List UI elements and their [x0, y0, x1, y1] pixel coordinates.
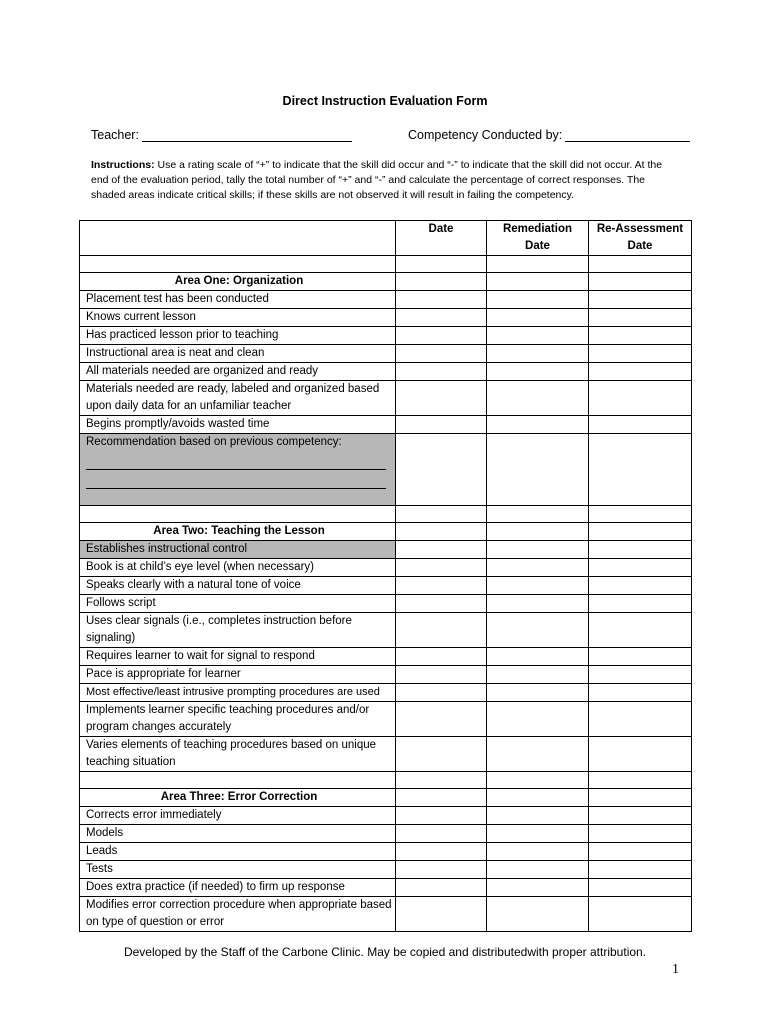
skill-label: Models [80, 825, 396, 843]
date-cell[interactable] [396, 345, 487, 363]
remediation-cell[interactable] [487, 291, 589, 309]
date-cell[interactable] [396, 807, 487, 825]
reassessment-cell[interactable] [589, 825, 692, 843]
table-row [80, 684, 692, 702]
remediation-cell[interactable] [487, 381, 589, 416]
reassessment-cell[interactable] [589, 897, 692, 932]
date-cell[interactable] [396, 825, 487, 843]
remediation-cell[interactable] [487, 613, 589, 648]
remediation-cell[interactable] [487, 666, 589, 684]
spacer-row [80, 772, 692, 789]
competency-label: Competency Conducted by: [408, 128, 563, 142]
reassessment-cell[interactable] [589, 327, 692, 345]
form-title: Direct Instruction Evaluation Form [282, 94, 488, 108]
spacer-row [80, 256, 692, 273]
date-cell[interactable] [396, 381, 487, 416]
instructions [91, 158, 681, 203]
date-cell[interactable] [396, 309, 487, 327]
footer-attribution: Developed by the Staff of the Carbone Clinic. May be copied and distributedwith proper attribution. [123, 945, 647, 959]
instructions-text: Use a rating scale of “+” to indicate that the skill did occur and “-” to indicate that the skill did not occur. At the end of the evaluation period, tally the total number of “+” and “-” and calculate the percentage of correct responses. The shaded areas indicate critical skills; if these skills are not observed it will result in failing the competency. [91, 159, 663, 201]
date-cell[interactable] [396, 879, 487, 897]
skill-label: Book is at child’s eye level (when necessary) [80, 559, 396, 577]
date-cell[interactable] [396, 897, 487, 932]
reassessment-cell[interactable] [589, 577, 692, 595]
skill-label: Varies elements of teaching procedures based on unique teaching situation [80, 737, 396, 772]
area-two-title: Area Two: Teaching the Lesson [80, 523, 396, 541]
area-three-title: Area Three: Error Correction [80, 789, 396, 807]
reassessment-cell[interactable] [589, 541, 692, 559]
skill-label: Placement test has been conducted [80, 291, 396, 309]
table-row [80, 595, 692, 613]
reassessment-cell[interactable] [589, 879, 692, 897]
spacer-row [80, 506, 692, 523]
remediation-cell[interactable] [487, 309, 589, 327]
skill-label: Corrects error immediately [80, 807, 396, 825]
remediation-cell[interactable] [487, 843, 589, 861]
date-cell[interactable] [396, 702, 487, 737]
skill-label-critical: Establishes instructional control [80, 541, 396, 559]
date-cell[interactable] [396, 737, 487, 772]
date-cell[interactable] [396, 684, 487, 702]
reassessment-cell[interactable] [589, 559, 692, 577]
skill-label: Implements learner specific teaching procedures and/or program changes accurately [80, 702, 396, 737]
remediation-cell[interactable] [487, 825, 589, 843]
date-cell[interactable] [396, 291, 487, 309]
table-row [80, 327, 692, 345]
remediation-cell[interactable] [487, 345, 589, 363]
recommendation-cell[interactable] [80, 434, 396, 506]
area-one-heading-row [80, 273, 692, 291]
reassessment-cell[interactable] [589, 595, 692, 613]
header-blank [80, 221, 396, 256]
reassessment-cell[interactable] [589, 702, 692, 737]
reassessment-cell[interactable] [589, 363, 692, 381]
header-date: Date [396, 221, 487, 256]
reassessment-cell[interactable] [589, 737, 692, 772]
competency-blank-line[interactable] [565, 128, 690, 142]
remediation-cell[interactable] [487, 684, 589, 702]
remediation-cell[interactable] [487, 559, 589, 577]
header-reassessment-date: Re-Assessment Date [589, 221, 692, 256]
table-row [80, 559, 692, 577]
skill-label: Instructional area is neat and clean [80, 345, 396, 363]
date-cell[interactable] [396, 416, 487, 434]
skill-label: Pace is appropriate for learner [80, 666, 396, 684]
reassessment-cell[interactable] [589, 843, 692, 861]
date-cell[interactable] [396, 861, 487, 879]
recommendation-row [80, 434, 692, 506]
skill-label: Tests [80, 861, 396, 879]
header-remediation-date: Remediation Date [487, 221, 589, 256]
remediation-cell[interactable] [487, 737, 589, 772]
remediation-cell[interactable] [487, 577, 589, 595]
reassessment-cell[interactable] [589, 666, 692, 684]
reassessment-cell[interactable] [589, 309, 692, 327]
skill-label: All materials needed are organized and ready [80, 363, 396, 381]
table-row [80, 345, 692, 363]
date-cell[interactable] [396, 613, 487, 648]
evaluation-table [79, 220, 692, 932]
table-row [80, 879, 692, 897]
recommendation-label: Recommendation based on previous competency: [86, 436, 342, 448]
skill-label: Has practiced lesson prior to teaching [80, 327, 396, 345]
remediation-cell[interactable] [487, 363, 589, 381]
area-one-title: Area One: Organization [80, 273, 396, 291]
date-cell[interactable] [396, 541, 487, 559]
table-row [80, 381, 692, 416]
table-row [80, 807, 692, 825]
table-row [80, 861, 692, 879]
table-row [80, 897, 692, 932]
instructions-label: Instructions: [91, 159, 155, 171]
recommendation-line-2[interactable] [86, 476, 386, 489]
remediation-cell[interactable] [487, 702, 589, 737]
table-row [80, 309, 692, 327]
teacher-blank-line[interactable] [142, 128, 352, 142]
skill-label: Uses clear signals (i.e., completes instruction before signaling) [80, 613, 396, 648]
page-number: 1 [672, 962, 679, 977]
table-row [80, 363, 692, 381]
date-cell[interactable] [396, 577, 487, 595]
skill-label: Materials needed are ready, labeled and organized based upon daily data for an unfamiliar teacher [80, 381, 396, 416]
remediation-cell[interactable] [487, 595, 589, 613]
competency-field[interactable] [408, 128, 690, 142]
skill-label: Most effective/least intrusive prompting procedures are used [80, 684, 396, 702]
reassessment-cell[interactable] [589, 613, 692, 648]
date-cell[interactable] [396, 666, 487, 684]
table-row [80, 291, 692, 309]
recommendation-line-1[interactable] [86, 457, 386, 470]
date-cell[interactable] [396, 843, 487, 861]
date-cell[interactable] [396, 363, 487, 381]
skill-label: Knows current lesson [80, 309, 396, 327]
date-cell[interactable] [396, 559, 487, 577]
reassessment-cell[interactable] [589, 648, 692, 666]
skill-label: Speaks clearly with a natural tone of voice [80, 577, 396, 595]
area-two-heading-row [80, 523, 692, 541]
reassessment-cell[interactable] [589, 291, 692, 309]
reassessment-cell[interactable] [589, 807, 692, 825]
remediation-cell[interactable] [487, 327, 589, 345]
skill-label: Requires learner to wait for signal to respond [80, 648, 396, 666]
reassessment-cell[interactable] [589, 416, 692, 434]
remediation-cell[interactable] [487, 416, 589, 434]
skill-label: Begins promptly/avoids wasted time [80, 416, 396, 434]
skill-label: Does extra practice (if needed) to firm up response [80, 879, 396, 897]
table-row [80, 648, 692, 666]
table-row [80, 843, 692, 861]
header-row [80, 221, 692, 256]
reassessment-cell[interactable] [589, 381, 692, 416]
date-cell[interactable] [396, 595, 487, 613]
teacher-field[interactable] [91, 128, 352, 142]
reassessment-cell[interactable] [589, 684, 692, 702]
remediation-cell[interactable] [487, 648, 589, 666]
table-row [80, 702, 692, 737]
skill-label: Modifies error correction procedure when appropriate based on type of question or error [80, 897, 396, 932]
remediation-cell[interactable] [487, 861, 589, 879]
table-row [80, 416, 692, 434]
table-row [80, 541, 692, 559]
table-row [80, 737, 692, 772]
date-cell[interactable] [396, 648, 487, 666]
remediation-cell[interactable] [487, 807, 589, 825]
remediation-cell[interactable] [487, 879, 589, 897]
reassessment-cell[interactable] [589, 861, 692, 879]
skill-label: Leads [80, 843, 396, 861]
teacher-label: Teacher: [91, 128, 139, 142]
date-cell[interactable] [396, 327, 487, 345]
reassessment-cell[interactable] [589, 345, 692, 363]
area-three-heading-row [80, 789, 692, 807]
remediation-cell[interactable] [487, 541, 589, 559]
table-row [80, 577, 692, 595]
table-row [80, 613, 692, 648]
skill-label: Follows script [80, 595, 396, 613]
table-row [80, 666, 692, 684]
table-row [80, 825, 692, 843]
remediation-cell[interactable] [487, 897, 589, 932]
